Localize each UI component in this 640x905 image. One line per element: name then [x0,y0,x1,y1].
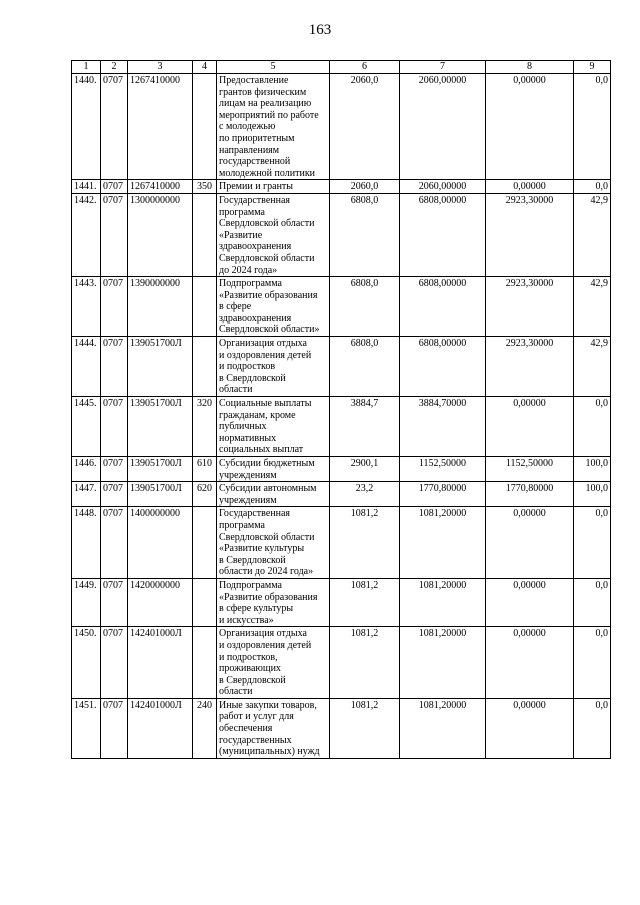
percent-col-9: 100,0 [574,482,611,507]
expense-type-code: 610 [193,457,217,482]
expense-type-code [193,337,217,397]
item-name: Премии и гранты [217,180,330,194]
item-name: Государственная программа Свердловской области «Развитие культуры в Свердловской области до 2024 года» [217,507,330,579]
amount-col-8: 1770,80000 [486,482,574,507]
amount-col-6: 2060,0 [330,74,400,180]
item-name: Субсидии автономным учреждениям [217,482,330,507]
section-code: 0707 [101,397,128,457]
page-number: 163 [308,22,332,38]
item-name: Государственная программа Свердловской области «Развитие здравоохранения Свердловской области до 2024 года» [217,193,330,276]
column-header: 1 [72,61,101,74]
target-article-code: 1400000000 [128,507,193,579]
amount-col-8: 0,00000 [486,180,574,194]
target-article-code: 139051700Л [128,482,193,507]
amount-col-6: 2900,1 [330,457,400,482]
expense-type-code: 240 [193,698,217,758]
amount-col-7: 6808,00000 [400,277,486,337]
item-name: Подпрограмма «Развитие образования в сфере культуры и искусства» [217,578,330,626]
amount-col-6: 6808,0 [330,337,400,397]
table-row [72,397,611,457]
amount-col-6: 1081,2 [330,627,400,699]
section-code: 0707 [101,193,128,276]
column-header: 2 [101,61,128,74]
item-name: Подпрограмма «Развитие образования в сфере здравоохранения Свердловской области» [217,277,330,337]
section-code: 0707 [101,507,128,579]
table-row [72,180,611,194]
target-article-code: 1267410000 [128,74,193,180]
expense-type-code: 320 [193,397,217,457]
table-row [72,457,611,482]
target-article-code: 1420000000 [128,578,193,626]
target-article-code: 142401000Л [128,627,193,699]
amount-col-7: 1081,20000 [400,698,486,758]
table-body [72,74,611,759]
amount-col-8: 0,00000 [486,627,574,699]
percent-col-9: 100,0 [574,457,611,482]
column-header: 8 [486,61,574,74]
amount-col-7: 6808,00000 [400,337,486,397]
row-number: 1445. [72,397,101,457]
amount-col-6: 6808,0 [330,193,400,276]
target-article-code: 1300000000 [128,193,193,276]
row-number: 1442. [72,193,101,276]
item-name: Социальные выплаты гражданам, кроме публичных нормативных социальных выплат [217,397,330,457]
amount-col-7: 2060,00000 [400,74,486,180]
percent-col-9: 0,0 [574,698,611,758]
percent-col-9: 0,0 [574,397,611,457]
amount-col-6: 23,2 [330,482,400,507]
expense-type-code [193,578,217,626]
amount-col-7: 3884,70000 [400,397,486,457]
row-number: 1447. [72,482,101,507]
amount-col-7: 6808,00000 [400,193,486,276]
amount-col-8: 0,00000 [486,698,574,758]
item-name: Предоставление грантов физическим лицам на реализацию мероприятий по работе с молодежью по приоритетным направлениям государственной молодежной политики [217,74,330,180]
amount-col-7: 1770,80000 [400,482,486,507]
amount-col-8: 0,00000 [486,507,574,579]
column-header: 7 [400,61,486,74]
percent-col-9: 42,9 [574,193,611,276]
table-row [72,277,611,337]
table-row [72,578,611,626]
amount-col-8: 2923,30000 [486,277,574,337]
expense-type-code [193,277,217,337]
item-name: Субсидии бюджетным учреждениям [217,457,330,482]
table-header-row [72,61,611,74]
amount-col-7: 2060,00000 [400,180,486,194]
budget-table [71,60,611,759]
column-header: 3 [128,61,193,74]
row-number: 1446. [72,457,101,482]
amount-col-8: 0,00000 [486,397,574,457]
amount-col-8: 1152,50000 [486,457,574,482]
amount-col-8: 2923,30000 [486,193,574,276]
row-number: 1440. [72,74,101,180]
target-article-code: 139051700Л [128,337,193,397]
target-article-code: 1390000000 [128,277,193,337]
table-row [72,74,611,180]
section-code: 0707 [101,74,128,180]
item-name: Организация отдыха и оздоровления детей и подростков в Свердловской области [217,337,330,397]
item-name: Иные закупки товаров, работ и услуг для обеспечения государственных (муниципальных) нужд [217,698,330,758]
amount-col-6: 1081,2 [330,507,400,579]
amount-col-6: 1081,2 [330,578,400,626]
section-code: 0707 [101,457,128,482]
item-name: Организация отдыха и оздоровления детей и подростков, проживающих в Свердловской области [217,627,330,699]
table-row [72,627,611,699]
row-number: 1450. [72,627,101,699]
section-code: 0707 [101,578,128,626]
section-code: 0707 [101,180,128,194]
table-row [72,698,611,758]
table-row [72,507,611,579]
amount-col-7: 1081,20000 [400,507,486,579]
amount-col-6: 6808,0 [330,277,400,337]
column-header: 6 [330,61,400,74]
section-code: 0707 [101,337,128,397]
row-number: 1449. [72,578,101,626]
amount-col-7: 1081,20000 [400,578,486,626]
amount-col-6: 2060,0 [330,180,400,194]
percent-col-9: 42,9 [574,337,611,397]
row-number: 1451. [72,698,101,758]
target-article-code: 1267410000 [128,180,193,194]
percent-col-9: 0,0 [574,627,611,699]
table-row [72,193,611,276]
target-article-code: 139051700Л [128,457,193,482]
row-number: 1448. [72,507,101,579]
percent-col-9: 0,0 [574,507,611,579]
target-article-code: 142401000Л [128,698,193,758]
percent-col-9: 0,0 [574,74,611,180]
column-header: 9 [574,61,611,74]
expense-type-code [193,74,217,180]
expense-type-code: 620 [193,482,217,507]
section-code: 0707 [101,277,128,337]
section-code: 0707 [101,698,128,758]
amount-col-8: 0,00000 [486,74,574,180]
percent-col-9: 42,9 [574,277,611,337]
column-header: 5 [217,61,330,74]
row-number: 1444. [72,337,101,397]
amount-col-7: 1081,20000 [400,627,486,699]
amount-col-8: 0,00000 [486,578,574,626]
expense-type-code: 350 [193,180,217,194]
amount-col-8: 2923,30000 [486,337,574,397]
row-number: 1443. [72,277,101,337]
table-row [72,482,611,507]
expense-type-code [193,507,217,579]
row-number: 1441. [72,180,101,194]
section-code: 0707 [101,627,128,699]
target-article-code: 139051700Л [128,397,193,457]
expense-type-code [193,627,217,699]
amount-col-6: 1081,2 [330,698,400,758]
percent-col-9: 0,0 [574,578,611,626]
amount-col-6: 3884,7 [330,397,400,457]
section-code: 0707 [101,482,128,507]
expense-type-code [193,193,217,276]
amount-col-7: 1152,50000 [400,457,486,482]
column-header: 4 [193,61,217,74]
percent-col-9: 0,0 [574,180,611,194]
table-row [72,337,611,397]
